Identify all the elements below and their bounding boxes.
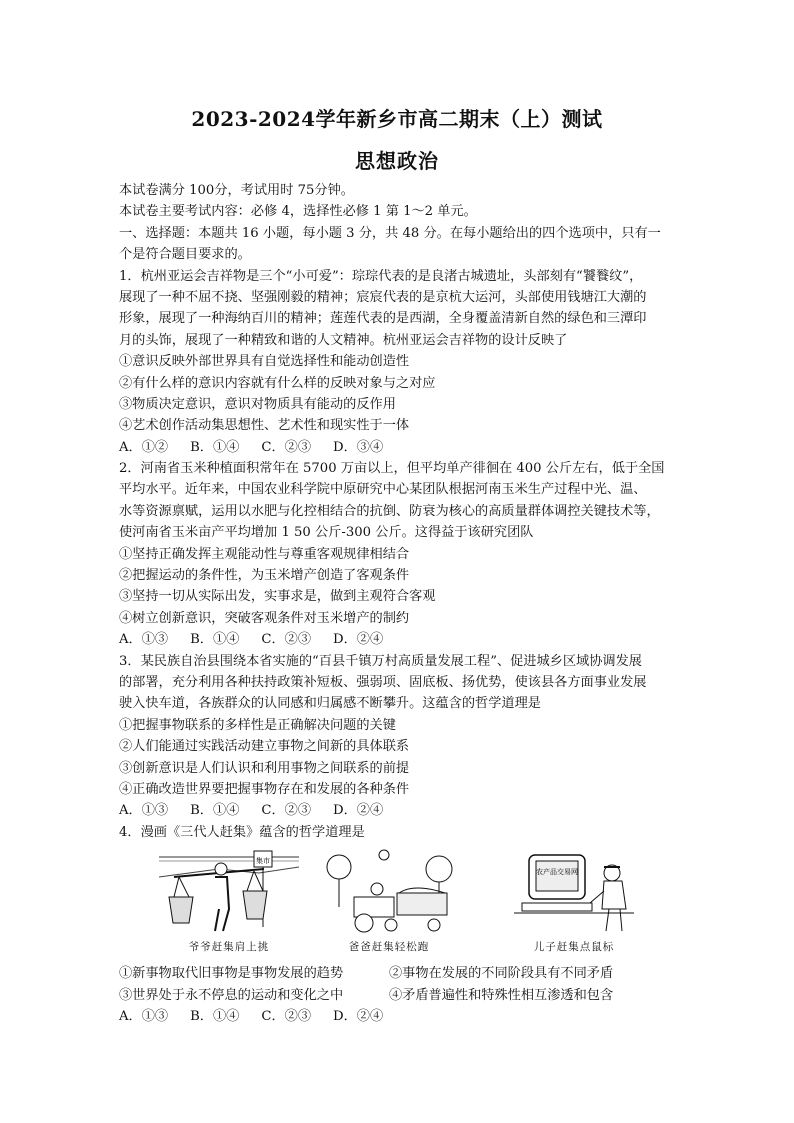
subject-title: 思想政治 xyxy=(355,149,439,173)
question-4-items-row xyxy=(119,985,679,1006)
question-3-stem: 驶入快车道，各族群众的认同感和归属感不断攀升。这蕴含的哲学道理是 xyxy=(119,696,541,712)
option-a[interactable]: A．①③ xyxy=(119,632,169,648)
question-4-item: ②事物在发展的不同阶段具有不同矛盾 xyxy=(389,966,614,982)
question-1-stem: 1．杭州亚运会吉祥物是三个“小可爱”：琮琮代表的是良渚古城遗址，头部刻有“饕餮纹”， xyxy=(119,268,643,284)
intro-line: 个是符合题目要求的。 xyxy=(119,247,251,263)
option-b[interactable]: B．①④ xyxy=(190,803,240,819)
market-sign-text: 集市 xyxy=(256,857,270,866)
question-1-item: ②有什么样的意识内容就有什么样的反映对象与之对应 xyxy=(119,375,436,391)
option-a[interactable]: A．①③ xyxy=(119,803,169,819)
option-d[interactable]: D．②④ xyxy=(333,632,384,648)
comic-panel-son xyxy=(504,847,644,955)
grandpa-carrying-baskets-illustration xyxy=(159,847,299,935)
comic-panel-father xyxy=(319,847,459,955)
question-2-stem: 使河南省玉米亩产平均增加 1 50 公斤-300 公斤。这得益于该研究团队 xyxy=(119,525,534,541)
question-2-stem: 水等资源禀赋，运用以水肥与化控相结合的抗倒、防衰为核心的高质量群体调控关键技术等， xyxy=(119,503,660,519)
option-c[interactable]: C．②③ xyxy=(261,1008,312,1024)
option-a[interactable]: A．①③ xyxy=(119,1008,169,1024)
intro-line: 本试卷主要考试内容：必修 4，选择性必修 1 第 1～2 单元。 xyxy=(119,204,477,220)
comic-panels xyxy=(119,847,679,957)
exam-title: 2023-2024学年新乡市高二期末（上）测试 xyxy=(191,107,603,131)
father-driving-tractor-illustration xyxy=(319,847,459,935)
question-1-stem: 月的头饰，展现了一种精致和谐的人文精神。杭州亚运会吉祥物的设计反映了 xyxy=(119,332,568,348)
question-4-item: ①新事物取代旧事物是事物发展的趋势 xyxy=(119,966,344,982)
question-1-item: ④艺术创作活动集思想性、艺术性和现实性于一体 xyxy=(119,418,410,434)
question-1-options xyxy=(119,437,679,458)
question-2-stem: 平均水平。近年来，中国农业科学院中原研究中心某团队根据河南玉米生产过程中光、温、 xyxy=(119,482,647,498)
option-d[interactable]: D．②④ xyxy=(333,803,384,819)
question-2-item: ①坚持正确发挥主观能动性与尊重客观规律相结合 xyxy=(119,546,410,562)
option-a[interactable]: A．①② xyxy=(119,439,169,455)
question-2-options xyxy=(119,629,679,650)
question-3-stem: 的部署，充分利用各种扶持政策补短板、强弱项、固底板、扬优势，使该县各方面事业发展 xyxy=(119,674,647,690)
question-1-item: ①意识反映外部世界具有自觉选择性和能动创造性 xyxy=(119,354,410,370)
comic-panel-grandpa xyxy=(159,847,299,955)
question-4-item: ③世界处于永不停息的运动和变化之中 xyxy=(119,987,344,1003)
question-4-stem: 4．漫画《三代人赶集》蕴含的哲学道理是 xyxy=(119,824,365,840)
comic-caption: 儿子赶集点鼠标 xyxy=(533,941,615,954)
question-1-stem: 形象，展现了一种海纳百川的精神；莲莲代表的是西湖，全身覆盖清新自然的绿色和三潭印 xyxy=(119,311,647,327)
question-2-item: ④树立创新意识，突破客观条件对玉米增产的制约 xyxy=(119,610,410,626)
screen-text: 农产品交易网 xyxy=(536,868,578,877)
question-3-item: ③创新意识是人们认识和利用事物之间联系的前提 xyxy=(119,760,410,776)
comic-caption: 爸爸赶集轻松跑 xyxy=(348,941,430,954)
question-2-item: ②把握运动的条件性，为玉米增产创造了客观条件 xyxy=(119,568,410,584)
question-3-item: ①把握事物联系的多样性是正确解决问题的关键 xyxy=(119,717,396,733)
option-c[interactable]: C．②③ xyxy=(261,439,312,455)
question-2-item: ③坚持一切从实际出发，实事求是，做到主观符合客观 xyxy=(119,589,436,605)
question-3-item: ④正确改造世界要把握事物存在和发展的各种条件 xyxy=(119,781,410,797)
question-4-items-row xyxy=(119,963,679,984)
option-d[interactable]: D．③④ xyxy=(333,439,384,455)
intro-line: 本试卷满分 100分，考试用时 75分钟。 xyxy=(119,183,354,198)
question-1-item: ③物质决定意识，意识对物质具有能动的反作用 xyxy=(119,396,396,412)
exam-body xyxy=(119,180,679,1027)
option-b[interactable]: B．①④ xyxy=(190,439,240,455)
comic-caption: 爷爷赶集肩上挑 xyxy=(188,941,270,954)
son-using-computer-illustration xyxy=(504,847,644,935)
question-1-stem: 展现了一种不屈不挠、坚强刚毅的精神；宸宸代表的是京杭大运河，头部使用钱塘江大潮的 xyxy=(119,289,647,305)
option-c[interactable]: C．②③ xyxy=(261,803,312,819)
question-3-item: ②人们能通过实践活动建立事物之间新的具体联系 xyxy=(119,739,410,755)
question-4-options xyxy=(119,1006,679,1027)
option-b[interactable]: B．①④ xyxy=(190,1008,240,1024)
option-d[interactable]: D．②④ xyxy=(333,1008,384,1024)
question-3-options xyxy=(119,800,679,821)
option-b[interactable]: B．①④ xyxy=(190,632,240,648)
question-2-stem: 2．河南省玉米种植面积常年在 5700 万亩以上，但平均单产徘徊在 400 公斤左右，低于全国 xyxy=(119,461,665,477)
intro-line: 一、选择题：本题共 16 小题，每小题 3 分，共 48 分。在每小题给出的四个选项中，只有一 xyxy=(119,225,661,241)
option-c[interactable]: C．②③ xyxy=(261,632,312,648)
question-3-stem: 3．某民族自治县围绕本省实施的“百县千镇万村高质量发展工程”、促进城乡区域协调发展 xyxy=(119,653,642,669)
question-4-item: ④矛盾普遍性和特殊性相互渗透和包含 xyxy=(389,987,614,1003)
